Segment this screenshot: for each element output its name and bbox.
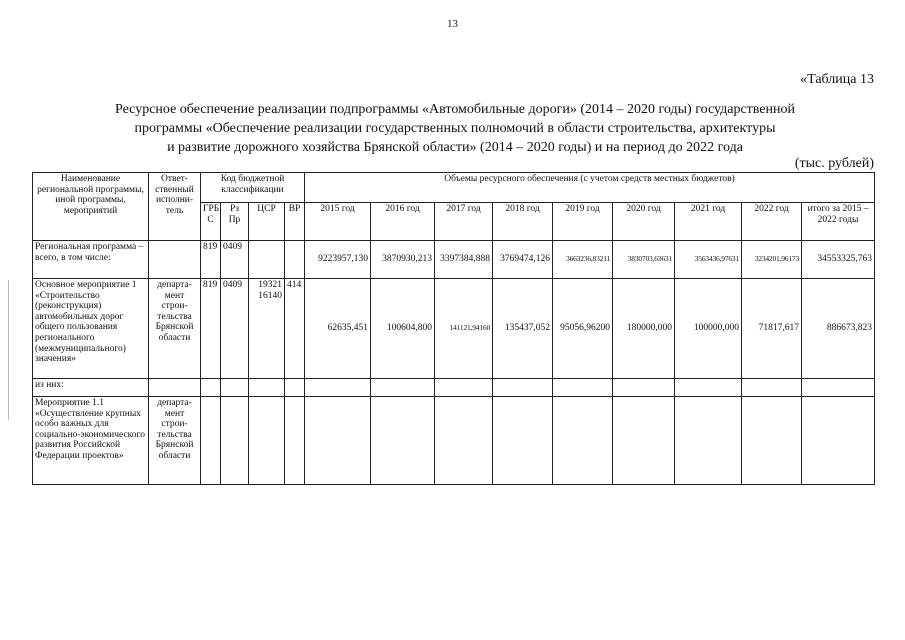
title-line: программы «Обеспечение реализации государственных полномочий в области строительства, архитектуры (134, 121, 776, 136)
header-year: 2021 год (675, 203, 742, 241)
row-vr (285, 241, 305, 279)
row-value: 62635,451 (305, 279, 371, 379)
header-year: 2018 год (493, 203, 553, 241)
row-value (435, 397, 493, 485)
header-year: 2017 год (435, 203, 493, 241)
row-value: 886673,823 (802, 279, 875, 379)
row-value (675, 397, 742, 485)
row-grbs (201, 397, 221, 485)
row-executor (149, 241, 201, 279)
row-value (742, 379, 802, 397)
margin-line (8, 280, 9, 420)
row-csr (249, 241, 285, 279)
header-name: Наименование региональной программы, иной программы, мероприятий (33, 173, 149, 241)
row-csr (249, 379, 285, 397)
row-value: 3663236,83211 (553, 241, 613, 279)
row-vr (285, 379, 305, 397)
row-executor (149, 379, 201, 397)
row-value: 100000,000 (675, 279, 742, 379)
header-csr: ЦСР (249, 203, 285, 241)
row-value: 3234201,96173 (742, 241, 802, 279)
header-executor: Ответ-ственный исполни-тель (149, 173, 201, 241)
header-grbs: ГРБ С (201, 203, 221, 241)
row-value: 135437,052 (493, 279, 553, 379)
row-value: 3769474,126 (493, 241, 553, 279)
row-value: 3870930,213 (371, 241, 435, 279)
row-value (305, 379, 371, 397)
row-executor: департа-мент строи-тельства Брянской области (149, 397, 201, 485)
row-value (371, 397, 435, 485)
title-line: и развитие дорожного хозяйства Брянской области» (2014 – 2020 годы) и на период до 2022 года (167, 140, 743, 155)
header-vr: ВР (285, 203, 305, 241)
row-name: Основное мероприятие 1 «Строительство (реконструкция) автомобильных дорог общего пользования регионального (межмуниципального) значения» (33, 279, 149, 379)
row-value (802, 379, 875, 397)
row-value (493, 397, 553, 485)
table-row (33, 379, 875, 397)
row-rzpr: 0409 (221, 279, 249, 379)
row-grbs: 819 (201, 241, 221, 279)
row-csr (249, 397, 285, 485)
row-value (613, 379, 675, 397)
row-name: Мероприятие 1.1 «Осуществление крупных особо важных для социально-экономического развития Российской Федерации проектов» (33, 397, 149, 485)
row-vr (285, 397, 305, 485)
row-rzpr (221, 379, 249, 397)
units-label: (тыс. рублей) (794, 156, 874, 171)
row-value: 141121,94160 (435, 279, 493, 379)
document-title (60, 100, 850, 157)
row-value: 9223957,130 (305, 241, 371, 279)
row-rzpr (221, 397, 249, 485)
row-value (802, 397, 875, 485)
row-value: 34553325,763 (802, 241, 875, 279)
row-vr: 414 (285, 279, 305, 379)
row-value (553, 397, 613, 485)
row-value (553, 379, 613, 397)
row-value (371, 379, 435, 397)
table-row (33, 397, 875, 485)
header-rzpr: Рз Пр (221, 203, 249, 241)
row-grbs (201, 379, 221, 397)
row-value (675, 379, 742, 397)
row-value: 3563436,97631 (675, 241, 742, 279)
row-name: из них: (33, 379, 149, 397)
header-budget-code: Код бюджетной классификации (201, 173, 305, 203)
row-value (305, 397, 371, 485)
row-name: Региональная программа – всего, в том числе: (33, 241, 149, 279)
header-year: 2022 год (742, 203, 802, 241)
row-value (742, 397, 802, 485)
row-value (493, 379, 553, 397)
row-value: 100604,800 (371, 279, 435, 379)
row-value (613, 397, 675, 485)
header-year: 2019 год (553, 203, 613, 241)
row-value: 95056,96200 (553, 279, 613, 379)
header-year: 2020 год (613, 203, 675, 241)
row-value: 3397384,888 (435, 241, 493, 279)
header-year: 2015 год (305, 203, 371, 241)
row-value: 71817,617 (742, 279, 802, 379)
row-value: 180000,000 (613, 279, 675, 379)
table-row (33, 241, 875, 279)
page-number: 13 (447, 18, 458, 30)
resource-table (32, 172, 875, 485)
row-grbs: 819 (201, 279, 221, 379)
table-row (33, 279, 875, 379)
row-value (435, 379, 493, 397)
row-value: 3830703,63631 (613, 241, 675, 279)
header-year-total: итого за 2015 – 2022 годы (802, 203, 875, 241)
header-year: 2016 год (371, 203, 435, 241)
row-executor: департа-мент строи-тельства Брянской области (149, 279, 201, 379)
header-volumes: Объемы ресурсного обеспечения (с учетом средств местных бюджетов) (305, 173, 875, 203)
title-line: Ресурсное обеспечение реализации подпрограммы «Автомобильные дороги» (2014 – 2020 годы) государственной (115, 102, 795, 117)
table-label: «Таблица 13 (800, 72, 874, 87)
row-rzpr: 0409 (221, 241, 249, 279)
row-csr: 19321 16140 (249, 279, 285, 379)
